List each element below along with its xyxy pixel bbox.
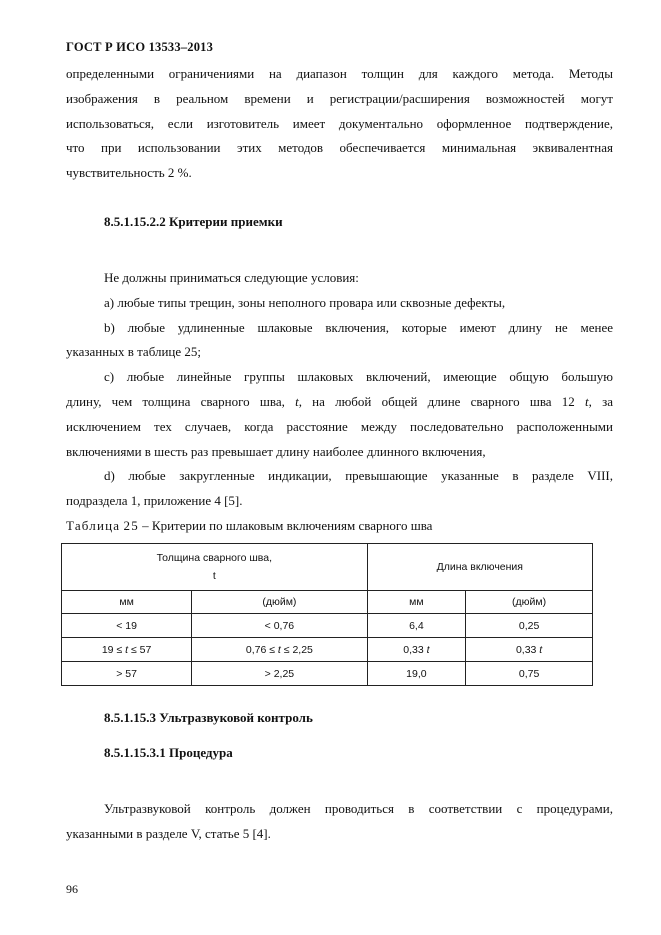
table-caption-number: 25	[123, 518, 139, 533]
paragraph-line: определенными ограничениями на диапазон толщин для каждого метода. Методы	[66, 66, 613, 81]
subheader-cell: мм	[62, 591, 192, 614]
slag-inclusion-table	[61, 543, 593, 686]
cell-text: ≤ 2,25	[280, 643, 313, 656]
table-caption-word: Таблица	[66, 518, 121, 533]
paragraph-line: использоваться, если изготовитель имеет документально оформленное подтверждение,	[66, 115, 613, 131]
table-cell: 0,75	[466, 662, 593, 686]
table-cell: > 2,25	[192, 662, 367, 686]
table-cell	[466, 638, 593, 662]
thickness-symbol: t	[426, 643, 430, 656]
criterion-b-line: b) любые удлиненные шлаковые включения, которые имеют длину не менее	[104, 319, 613, 335]
thickness-symbol: t	[277, 643, 281, 656]
table-cell: 6,4	[367, 614, 466, 638]
section-heading-acceptance: 8.5.1.15.2.2 Критерии приемки	[104, 214, 283, 229]
length-header-cell: Длина включения	[367, 544, 592, 591]
criterion-a: а) любые типы трещин, зоны неполного провара или сквозные дефекты,	[104, 294, 506, 310]
thickness-header-cell	[62, 544, 368, 591]
table-header-row	[62, 544, 593, 591]
table-cell: > 57	[62, 662, 192, 686]
acceptance-list	[66, 266, 613, 514]
thickness-header-label: Толщина сварного шва,	[156, 552, 272, 564]
criterion-c-line: включениями в шесть раз превышает длину наиболее длинного включения,	[66, 443, 486, 459]
thickness-header-symbol: t	[212, 570, 216, 582]
table-cell	[62, 638, 192, 662]
table-cell	[192, 638, 367, 662]
table-caption	[66, 518, 432, 534]
cell-text: 0,76 ≤	[245, 643, 278, 656]
thickness-symbol: t	[125, 643, 129, 656]
criterion-c-line: исключением тех случаев, когда расстояние между последовательно расположенными	[66, 418, 613, 434]
paragraph-line: Ультразвуковой контроль должен проводиться в соответствии с процедурами,	[104, 801, 613, 816]
table-cell	[367, 638, 466, 662]
table-row	[62, 614, 593, 638]
cell-text: 19 ≤	[101, 643, 126, 656]
paragraph-line: что при использовании этих методов обеспечивается минимальная эквивалентная	[66, 140, 613, 156]
table-cell: < 19	[62, 614, 192, 638]
criterion-c-text: , на любой общей длине сварного шва 12	[298, 393, 585, 409]
criterion-c-text: , за	[588, 393, 613, 409]
paragraph-line: указанными в разделе V, статье 5 [4].	[66, 825, 271, 841]
thickness-symbol: t	[585, 393, 589, 409]
page-number: 96	[66, 882, 78, 896]
table-row	[62, 662, 593, 686]
procedure-paragraph	[66, 797, 613, 847]
thickness-symbol: t	[539, 643, 543, 656]
section-heading-procedure: 8.5.1.15.3.1 Процедура	[104, 745, 233, 760]
cell-text: ≤ 57	[128, 643, 152, 656]
paragraph-line: изображения в реальном времени и регистрации/расширения возможностей могут	[66, 90, 613, 106]
table-row	[62, 638, 593, 662]
table-subheader-row	[62, 591, 593, 614]
table-cell: < 0,76	[192, 614, 367, 638]
document-header: ГОСТ Р ИСО 13533–2013	[66, 40, 214, 54]
acceptance-lead: Не должны приниматься следующие условия:	[104, 270, 359, 285]
intro-paragraph	[66, 62, 613, 186]
cell-text: 0,33	[515, 643, 540, 656]
table-cell: 0,25	[466, 614, 593, 638]
cell-text: 0,33	[403, 643, 427, 656]
criterion-c-line: c) любые линейные группы шлаковых включений, имеющие общую большую	[104, 369, 613, 385]
table-caption-title: – Критерии по шлаковым включениям сварного шва	[142, 518, 433, 533]
table-cell: 19,0	[367, 662, 466, 686]
subheader-cell: мм	[367, 591, 466, 614]
subheader-cell: (дюйм)	[192, 591, 367, 614]
criterion-d-line: подраздела 1, приложение 4 [5].	[66, 493, 243, 509]
paragraph-line: чувствительность 2 %.	[66, 165, 192, 181]
subheader-cell: (дюйм)	[466, 591, 593, 614]
criterion-b-line: указанных в таблице 25;	[66, 344, 202, 360]
criterion-c-line	[66, 390, 613, 415]
thickness-symbol: t	[295, 393, 299, 409]
section-heading-ultrasonic: 8.5.1.15.3 Ультразвуковой контроль	[104, 710, 313, 725]
criterion-d-line: d) любые закругленные индикации, превышающие указанные в разделе VIII,	[104, 468, 613, 484]
criterion-c-text: длину, чем толщина сварного шва,	[66, 393, 296, 409]
